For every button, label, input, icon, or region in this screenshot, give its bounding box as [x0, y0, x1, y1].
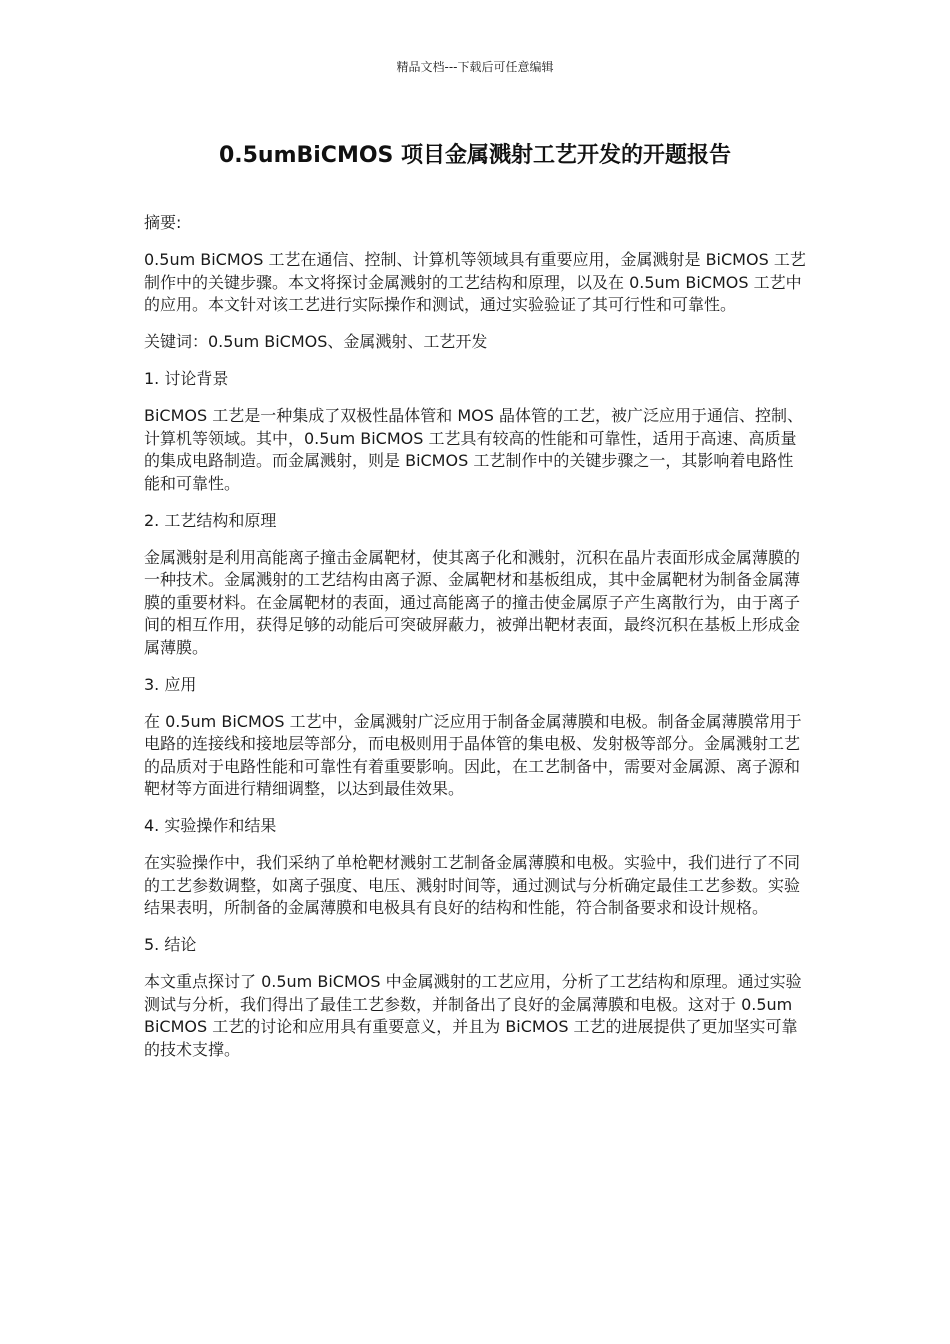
- section-body: 在 0.5um BiCMOS 工艺中，金属溅射广泛应用于制备金属薄膜和电极。制备金属薄膜常用于电路的连接线和接地层等部分，而电极则用于晶体管的集电极、发射极等部分。金属溅射工艺的品质对于电路性能和可靠性有着重要影响。因此，在工艺制备中，需要对金属源、离子源和靶材等方面进行精细调整，以达到最佳效果。: [144, 711, 802, 798]
- keywords: 关键词：0.5um BiCMOS、金属溅射、工艺开发: [144, 332, 488, 351]
- section-heading: 4. 实验操作和结果: [144, 816, 277, 835]
- section-heading: 2. 工艺结构和原理: [144, 510, 277, 530]
- section-heading: 5. 结论: [144, 935, 197, 954]
- section-body: 在实验操作中，我们采纳了单枪靶材溅射工艺制备金属薄膜和电极。实验中，我们进行了不同的工艺参数调整，如离子强度、电压、溅射时间等，通过测试与分析确定最佳工艺参数。实验结果表明，所制备的金属薄膜和电极具有良好的结构和性能，符合制备要求和设计规格。: [144, 853, 801, 917]
- section-body: 本文重点探讨了 0.5um BiCMOS 中金属溅射的工艺应用，分析了工艺结构和原理。通过实验测试与分析，我们得出了最佳工艺参数，并制备出了良好的金属薄膜和电极。这对于 0.5um BiCMOS 工艺的讨论和应用具有重要意义，并且为 BiCMOS 工艺的进展提供了更加坚实可靠的技术支撑。: [144, 972, 802, 1059]
- section-heading: 1. 讨论背景: [144, 369, 229, 388]
- abstract-text: 0.5um BiCMOS 工艺在通信、控制、计算机等领域具有重要应用，金属溅射是 BiCMOS 工艺制作中的关键步骤。本文将探讨金属溅射的工艺结构和原理，以及在 0.5um BiCMOS 工艺中的应用。本文针对该工艺进行实际操作和测试，通过实验验证了其可行性和可靠性。: [144, 250, 806, 314]
- header-note: 精品文档---下载后可任意编辑: [396, 60, 554, 74]
- document-title: 0.5umBiCMOS 项目金属溅射工艺开发的开题报告: [218, 143, 732, 168]
- abstract-label: 摘要:: [144, 213, 182, 232]
- section-heading: 3. 应用: [144, 674, 197, 694]
- section-body: 金属溅射是利用高能离子撞击金属靶材，使其离子化和溅射，沉积在晶片表面形成金属薄膜的一种技术。金属溅射的工艺结构由离子源、金属靶材和基板组成，其中金属靶材为制备金属薄膜的重要材料。在金属靶材的表面，通过高能离子的撞击使金属原子产生离散行为，由于离子间的相互作用，获得足够的动能后可突破屏蔽力，被弹出靶材表面，最终沉积在基板上形成金属薄膜。: [144, 547, 801, 657]
- document-body: [144, 212, 809, 1076]
- section-body: BiCMOS 工艺是一种集成了双极性晶体管和 MOS 晶体管的工艺，被广泛应用于通信、控制、计算机等领域。其中，0.5um BiCMOS 工艺具有较高的性能和可靠性，适用于高速、高质量的集成电路制造。而金属溅射，则是 BiCMOS 工艺制作中的关键步骤之一，其影响着电路性能和可靠性。: [144, 406, 803, 493]
